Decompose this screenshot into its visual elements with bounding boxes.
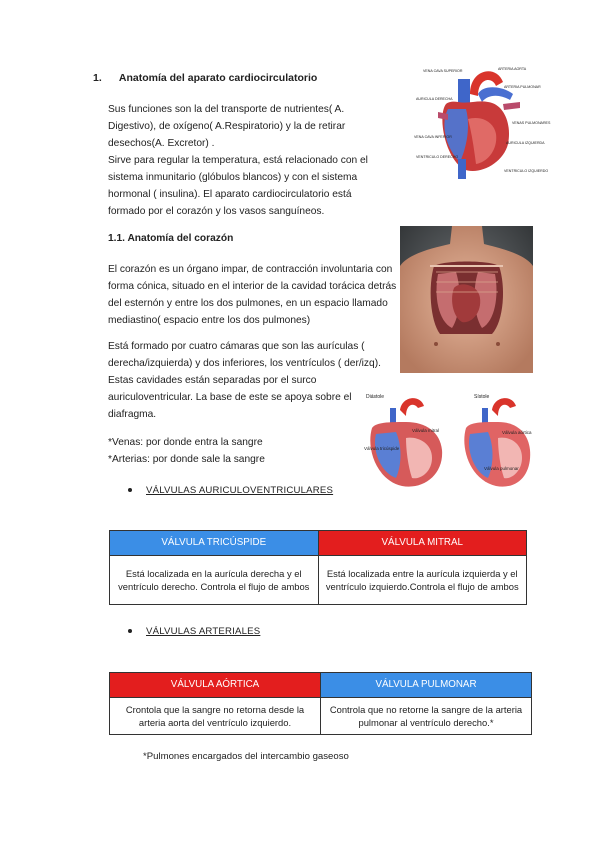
cell-pulmonar-text: Controla que no retorne la sangre de la arteria pulmonar al ventrículo derecho.* <box>321 698 532 735</box>
bullet-dot <box>128 488 132 492</box>
bullet-valvulas-arteriales <box>128 626 260 637</box>
label-ventriculo-derecho: VENTRICULO DERECHO <box>416 155 459 159</box>
section-1-paragraph <box>108 101 398 220</box>
cell-tricuspide-text: Está localizada en la aurícula derecha y el ventrículo derecho. Controla el flujo de ambos <box>110 556 319 605</box>
section-1-1-paragraph-1 <box>108 261 398 329</box>
bullet-text: VÁLVULAS AURICULOVENTRICULARES <box>146 485 334 496</box>
table-av-valves <box>109 530 527 605</box>
table-arterial-valves <box>109 672 532 735</box>
label-auricula-izquierda: AURICULA IZQUIERDA <box>506 141 545 145</box>
text-line: diafragma. <box>108 409 157 420</box>
header-mitral: VÁLVULA MITRAL <box>318 531 527 556</box>
heart-anatomy-diagram <box>408 64 551 184</box>
section-1-heading <box>93 72 317 84</box>
venas-note: *Venas: por donde entra la sangre <box>108 437 263 448</box>
bullet-dot <box>128 629 132 633</box>
footnote: *Pulmones encargados del intercambio gaseoso <box>143 751 349 762</box>
text-line: Sirve para regular la temperatura, está relacionado con el <box>108 155 368 166</box>
text-line: forma cónica, situado en el interior de la cavidad torácica detrás <box>108 281 397 292</box>
chest-heart-photo <box>400 226 533 373</box>
diastole-heart <box>364 394 442 487</box>
label-valvula-pulmonar: Válvula pulmonar <box>484 466 519 471</box>
systole-heart <box>464 394 532 487</box>
bullet-text: VÁLVULAS ARTERIALES <box>146 626 261 637</box>
vessel-notes <box>108 434 398 468</box>
section-1-1-heading: 1.1. Anatomía del corazón <box>108 233 234 244</box>
label-arteria-pulmonar: ARTERIA PULMONAR <box>504 85 541 89</box>
text-line: desechos(A. Excretor) . <box>108 138 215 149</box>
header-aortica: VÁLVULA AÓRTICA <box>110 673 321 698</box>
text-line: sistema inmunitario (glóbulos blancos) y con el sistema <box>108 172 358 183</box>
section-1-number: 1. <box>93 72 102 84</box>
label-auricula-derecha: AURICULA DERECHA <box>416 97 453 101</box>
label-vena-cava-inferior: VENA CAVA INFERIOR <box>414 135 452 139</box>
text-line: El corazón es un órgano impar, de contracción involuntaria con <box>108 264 393 275</box>
label-valvula-mitral: Válvula mitral <box>412 428 440 433</box>
arterias-note: *Arterias: por donde sale la sangre <box>108 454 265 465</box>
header-pulmonar: VÁLVULA PULMONAR <box>321 673 532 698</box>
text-line: Digestivo), de oxígeno( A.Respiratorio) y la de retirar <box>108 121 346 132</box>
header-tricuspide: VÁLVULA TRICÚSPIDE <box>110 531 319 556</box>
text-line: Sus funciones son la del transporte de nutrientes( A. <box>108 104 345 115</box>
label-diastole: Diástole <box>366 394 385 400</box>
label-arteria-aorta: ARTERIA AORTA <box>498 67 527 71</box>
label-venas-pulmonares: VENAS PULMONARES <box>512 121 551 125</box>
text-line: derecha/izquierda) y dos inferiores, los ventrículos ( der/izq). <box>108 358 381 369</box>
text-line: del esternón y entre los dos pulmones, en un espacio llamado <box>108 298 388 309</box>
cell-mitral-text: Está localizada entre la aurícula izquierda y el ventrículo izquierdo.Controla el flujo de ambos <box>318 556 527 605</box>
text-line: auriculoventricular. La base de este se apoya sobre el <box>108 392 352 403</box>
bullet-valvulas-auriculoventriculares <box>128 485 333 496</box>
text-line: hormonal ( insulina). El aparato cardiocirculatorio está <box>108 189 352 200</box>
section-1-title: Anatomía del aparato cardiocirculatorio <box>118 72 318 84</box>
label-valvula-tricuspide: Válvula tricúspide <box>364 446 400 451</box>
diastole-systole-diagram <box>362 388 534 496</box>
label-valvula-aortica: Válvula aórtica <box>502 430 532 435</box>
label-systole: Sístole <box>474 394 490 400</box>
text-line: Estas cavidades están separadas por el surco <box>108 375 317 386</box>
text-line: mediastino( espacio entre los dos pulmones) <box>108 315 311 326</box>
section-1-1-paragraph-2 <box>108 338 398 423</box>
text-line: Está formado por cuatro cámaras que son las aurículas ( <box>108 341 365 352</box>
label-ventriculo-izquierdo: VENTRICULO IZQUIERDO <box>504 169 549 173</box>
cell-aortica-text: Crontola que la sangre no retorna desde la arteria aorta del ventrículo izquierdo. <box>110 698 321 735</box>
label-vena-cava-superior: VENA CAVA SUPERIOR <box>423 69 463 73</box>
text-line: formado por el corazón y los vasos sanguíneos. <box>108 206 325 217</box>
